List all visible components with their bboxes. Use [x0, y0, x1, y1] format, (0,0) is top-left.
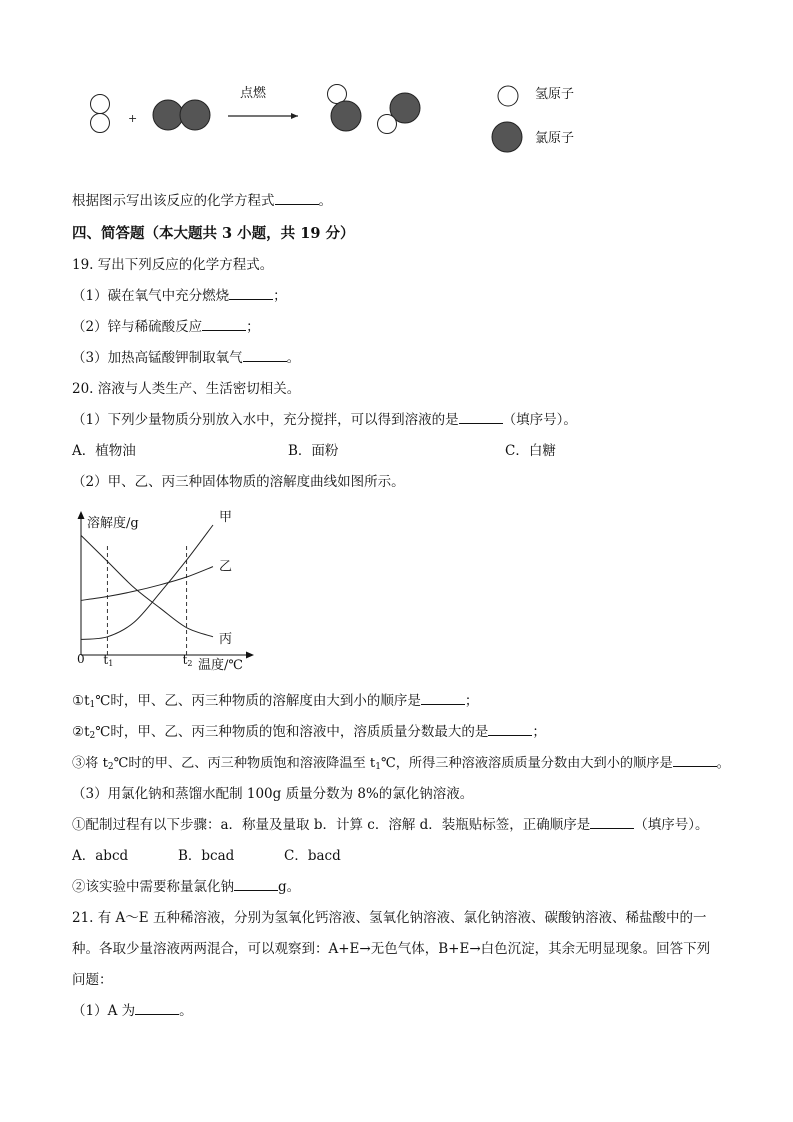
q20-part2-item: $②t_2℃$时，甲、乙、丙三种物质的饱和溶液中，溶质质量分数最大的是 ； [72, 724, 546, 741]
hydrogen-atom [91, 95, 110, 114]
option-a[interactable]: A．植物油 [72, 443, 136, 459]
q20-part3-step: ①配制过程有以下步骤：a．称量及量取 b．计算 c．溶解 d．装瓶贴标签，正确顺序是 （填序号）。 [72, 817, 709, 833]
legend-chlorine-label: 氯原子 [535, 131, 575, 146]
answer-blank[interactable] [275, 192, 319, 205]
option-c[interactable]: C．bacd [284, 848, 341, 864]
q20-part3-mass: ②该实验中需要称量氯化钠 g。 [72, 879, 301, 895]
q19-item: （2）锌与稀硫酸反应 ； [72, 319, 260, 335]
hydrogen-atom [91, 114, 110, 133]
chlorine-atom [153, 100, 183, 130]
x-tick-label: t2 [182, 653, 193, 668]
x-axis-arrow-icon [246, 652, 254, 659]
answer-blank[interactable] [488, 723, 532, 736]
x-tick-label: t1 [103, 653, 114, 668]
answer-blank[interactable] [673, 754, 717, 767]
answer-blank[interactable] [421, 692, 465, 705]
q19-item: （3）加热高锰酸钾制取氧气 。 [72, 350, 301, 366]
legend-chlorine-icon [492, 122, 522, 152]
q21-part1: （1）A 为 。 [72, 1003, 193, 1019]
chlorine-atom [180, 100, 210, 130]
q19-stem: 19. 写出下列反应的化学方程式。 [72, 257, 274, 273]
q20-part3: （3）用氯化钠和蒸馏水配制 100g 质量分数为 8%的氯化钠溶液。 [72, 786, 474, 802]
y-axis-arrow-icon [78, 511, 85, 519]
solubility-chart [60, 505, 280, 677]
chlorine-atom [331, 101, 361, 131]
q18-prompt: 根据图示写出该反应的化学方程式 。 [72, 193, 332, 209]
hydrogen-atom [328, 85, 347, 104]
answer-blank[interactable] [229, 287, 273, 300]
series-label-1: 乙 [219, 559, 233, 575]
q20-part2-item: ③将 $t_2℃$时的甲、乙、丙三种物质饱和溶液降温至 $t_1℃$，所得三种溶液溶质质量分数由大到小的顺序是 。 [72, 756, 730, 772]
q20-part1: （1）下列少量物质分别放入水中，充分搅拌，可以得到溶液的是 （填序号）。 [72, 412, 577, 428]
q19-item: （1）碳在氧气中充分燃烧 ； [72, 288, 287, 304]
legend-hydrogen-icon [498, 86, 518, 106]
answer-blank[interactable] [202, 318, 246, 331]
q20-stem: 20. 溶液与人类生产、生活密切相关。 [72, 381, 301, 397]
answer-blank[interactable] [243, 349, 287, 362]
legend-hydrogen-label: 氢原子 [535, 87, 575, 102]
answer-blank[interactable] [135, 1002, 179, 1015]
option-c[interactable]: C．白糖 [505, 443, 556, 459]
section-title: 四、简答题（本大题共 3 小题，共 19 分） [72, 225, 355, 242]
answer-blank[interactable] [459, 411, 503, 424]
q20-part2-item: $①t_1℃$时，甲、乙、丙三种物质的溶解度由大到小的顺序是 ； [72, 693, 479, 710]
origin-label: 0 [77, 652, 85, 666]
q21-stem-line: 21. 有 A～E 五种稀溶液，分别为氢氧化钙溶液、氢氧化钠溶液、氯化钠溶液、碳酸钠溶液、稀盐酸中的一 [72, 910, 707, 926]
arrow-head-icon [291, 113, 298, 119]
q21-stem-line: 问题： [72, 972, 113, 988]
series-line-1 [81, 567, 213, 601]
answer-blank[interactable] [234, 878, 278, 891]
q21-stem-line: 种。各取少量溶液两两混合，可以观察到：A+E→无色气体，B+E→白色沉淀，其余无明显现象。回答下列 [72, 941, 711, 957]
q20-part2: （2）甲、乙、丙三种固体物质的溶解度曲线如图所示。 [72, 474, 405, 490]
hydrogen-atom [378, 115, 397, 134]
option-a[interactable]: A．abcd [72, 848, 129, 864]
plus-sign: + [128, 112, 138, 125]
option-b[interactable]: B．面粉 [288, 443, 339, 459]
y-axis-label: 溶解度/g [87, 516, 139, 531]
series-label-0: 甲 [219, 510, 233, 525]
series-line-2 [81, 535, 213, 636]
series-label-2: 丙 [219, 631, 233, 647]
reaction-condition: 点燃 [240, 86, 267, 101]
answer-blank[interactable] [590, 816, 634, 829]
reaction-diagram [0, 70, 793, 165]
x-axis-label: 温度/℃ [198, 658, 243, 673]
series-line-0 [81, 525, 213, 639]
option-b[interactable]: B．bcad [178, 848, 235, 864]
